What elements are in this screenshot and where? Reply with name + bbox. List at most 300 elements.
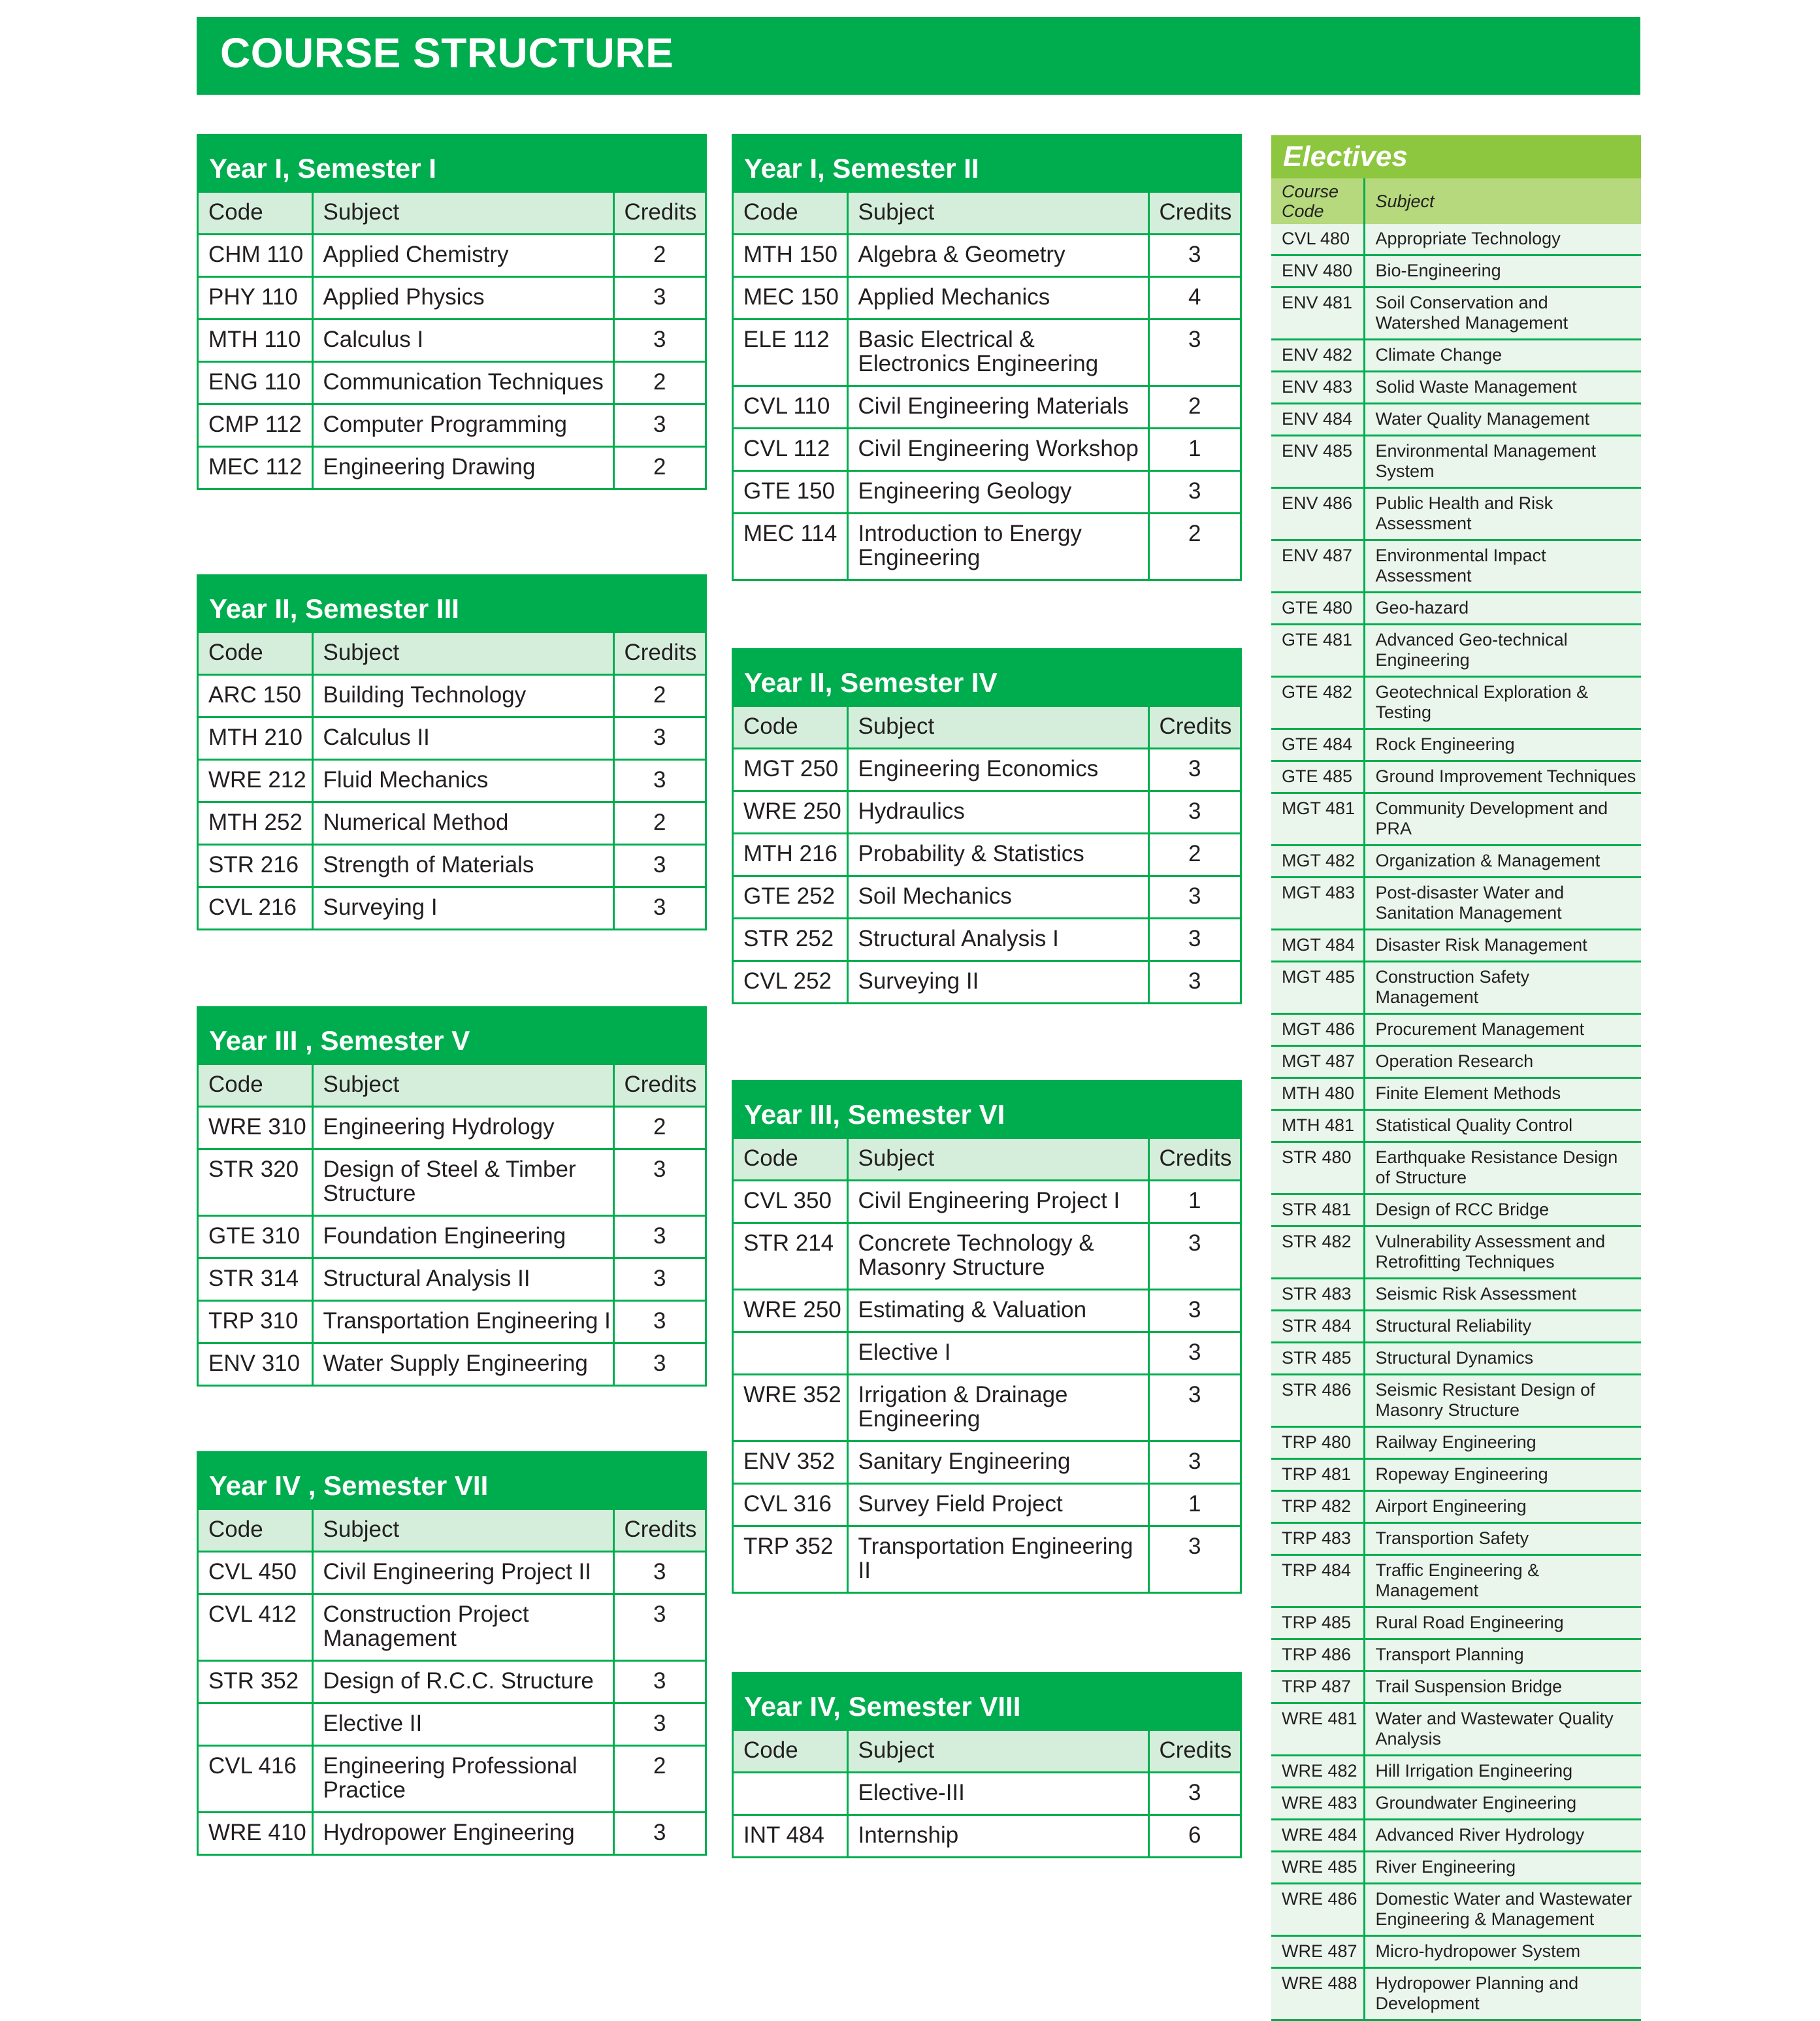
header-subject: Subject [847,706,1148,749]
elective-subject: Post-disaster Water and Sanitation Management [1364,878,1641,930]
course-code: CVL 252 [734,961,847,1003]
elective-row [1271,677,1641,729]
header-subject: Subject [312,192,613,235]
course-credits: 3 [613,320,705,362]
elective-code: CVL 480 [1271,224,1364,255]
course-credits: 1 [1148,429,1240,471]
semester-title: Year II, Semester III [199,576,705,631]
course-subject: Transportation Engineering I [312,1301,613,1343]
elective-row [1271,878,1641,930]
table-row [199,760,705,802]
elective-subject: Railway Engineering [1364,1427,1641,1459]
course-subject: Applied Mechanics [847,277,1148,320]
course-subject: Numerical Method [312,802,613,845]
elective-row [1271,1671,1641,1703]
elective-code: STR 485 [1271,1343,1364,1375]
elective-subject: Water and Wastewater Quality Analysis [1364,1703,1641,1756]
elective-subject: Ropeway Engineering [1364,1459,1641,1491]
elective-subject: Climate Change [1364,340,1641,372]
elective-code: STR 483 [1271,1279,1364,1311]
elective-code: STR 482 [1271,1226,1364,1279]
course-subject: Engineering Drawing [312,447,613,489]
elective-row [1271,436,1641,488]
course-code: MTH 252 [199,802,312,845]
course-code: MEC 150 [734,277,847,320]
table-row [199,1216,705,1258]
semester-title: Year III, Semester VI [734,1082,1240,1137]
course-credits: 3 [613,1301,705,1343]
elective-code: MTH 481 [1271,1110,1364,1142]
course-subject: Foundation Engineering [312,1216,613,1258]
elective-code: STR 486 [1271,1375,1364,1427]
header-row [199,1509,705,1552]
elective-subject: Soil Conservation and Watershed Management [1364,288,1641,340]
table-row [199,362,705,404]
course-credits: 2 [1148,834,1240,876]
elective-subject: Seismic Resistant Design of Masonry Structure [1364,1375,1641,1427]
elective-subject: Construction Safety Management [1364,962,1641,1014]
elective-code: ENV 483 [1271,372,1364,404]
header-row [199,1064,705,1107]
course-credits: 3 [1148,1332,1240,1375]
elective-code: WRE 484 [1271,1820,1364,1852]
course-credits: 3 [1148,1290,1240,1332]
elective-subject: Hill Irrigation Engineering [1364,1756,1641,1788]
elective-row [1271,1110,1641,1142]
elective-row [1271,962,1641,1014]
elective-subject: Rural Road Engineering [1364,1607,1641,1639]
semester-table [197,1006,707,1387]
course-credits: 3 [1148,876,1240,919]
course-code: STR 252 [734,919,847,961]
course-credits: 2 [613,447,705,489]
electives-header-subject: Subject [1364,178,1641,224]
semester-title: Year I, Semester II [734,136,1240,191]
table-row [734,471,1240,514]
elective-row [1271,1884,1641,1936]
course-code: STR 320 [199,1149,312,1216]
table-row [734,1441,1240,1484]
elective-row [1271,1375,1641,1427]
page-title: COURSE STRUCTURE [220,29,674,76]
course-subject: Construction Project Management [312,1594,613,1661]
elective-row [1271,846,1641,878]
elective-subject: Structural Dynamics [1364,1343,1641,1375]
header-code: Code [199,192,312,235]
table-row [734,961,1240,1003]
course-subject: Calculus II [312,717,613,760]
course-credits: 3 [1148,1375,1240,1441]
header-credits: Credits [1148,1138,1240,1181]
elective-subject: Water Quality Management [1364,404,1641,436]
electives-header-code: Course Code [1271,178,1364,224]
table-row [734,749,1240,791]
header-code: Code [734,1730,847,1773]
header-code: Code [734,1138,847,1181]
elective-row [1271,793,1641,846]
course-credits: 2 [613,675,705,717]
course-credits: 2 [613,235,705,277]
table-row [734,1223,1240,1290]
elective-row [1271,1820,1641,1852]
semester-table [732,134,1242,581]
course-code: STR 214 [734,1223,847,1290]
elective-row [1271,1756,1641,1788]
course-subject: Sanitary Engineering [847,1441,1148,1484]
elective-code: TRP 484 [1271,1555,1364,1607]
elective-code: MGT 487 [1271,1046,1364,1078]
header-subject: Subject [847,1730,1148,1773]
course-credits: 3 [613,1343,705,1385]
table-row [734,1773,1240,1815]
elective-code: TRP 486 [1271,1639,1364,1671]
course-credits: 3 [1148,791,1240,834]
course-credits: 3 [613,887,705,929]
course-credits: 3 [1148,1773,1240,1815]
elective-row [1271,288,1641,340]
course-credits: 3 [613,1594,705,1661]
elective-subject: Geo-hazard [1364,593,1641,625]
elective-subject: Bio-Engineering [1364,255,1641,288]
elective-subject: Hydropower Planning and Development [1364,1968,1641,2020]
course-code: MGT 250 [734,749,847,791]
course-code: MEC 114 [734,514,847,580]
table-row [199,1149,705,1216]
course-credits: 3 [613,1552,705,1594]
elective-subject: Environmental Impact Assessment [1364,540,1641,593]
table-row [734,791,1240,834]
elective-subject: Ground Improvement Techniques [1364,761,1641,793]
elective-code: GTE 484 [1271,729,1364,761]
elective-subject: Micro-hydropower System [1364,1936,1641,1968]
course-subject: Concrete Technology & Masonry Structure [847,1223,1148,1290]
elective-row [1271,1311,1641,1343]
course-credits: 2 [613,802,705,845]
table-row [199,1258,705,1301]
header-subject: Subject [312,1064,613,1107]
course-credits: 3 [1148,749,1240,791]
elective-code: WRE 483 [1271,1788,1364,1820]
header-subject: Subject [312,633,613,675]
electives-title: Electives [1271,135,1641,178]
course-subject: Design of R.C.C. Structure [312,1661,613,1703]
course-credits: 1 [1148,1484,1240,1526]
semester-table [732,1080,1242,1594]
course-subject: Basic Electrical & Electronics Engineering [847,320,1148,386]
elective-row [1271,1142,1641,1194]
course-credits: 3 [613,1703,705,1746]
elective-subject: Disaster Risk Management [1364,930,1641,962]
elective-row [1271,1703,1641,1756]
course-subject: Engineering Professional Practice [312,1746,613,1813]
table-row [734,1526,1240,1592]
elective-subject: Vulnerability Assessment and Retrofitting Techniques [1364,1226,1641,1279]
table-row [199,235,705,277]
course-credits: 3 [1148,235,1240,277]
course-subject: Hydropower Engineering [312,1813,613,1854]
course-credits: 3 [613,760,705,802]
table-row [734,277,1240,320]
elective-subject: Organization & Management [1364,846,1641,878]
table-row [199,845,705,887]
course-code: CVL 110 [734,386,847,429]
course-subject: Elective-III [847,1773,1148,1815]
course-subject: Soil Mechanics [847,876,1148,919]
elective-row [1271,1555,1641,1607]
course-credits: 6 [1148,1815,1240,1857]
course-credits: 3 [613,1661,705,1703]
elective-code: ENV 482 [1271,340,1364,372]
course-subject: Internship [847,1815,1148,1857]
header-credits: Credits [613,192,705,235]
course-credits: 3 [1148,919,1240,961]
course-code [734,1773,847,1815]
table-row [199,447,705,489]
elective-subject: River Engineering [1364,1852,1641,1884]
elective-code: WRE 486 [1271,1884,1364,1936]
elective-subject: Traffic Engineering & Management [1364,1555,1641,1607]
elective-code: GTE 485 [1271,761,1364,793]
table-row [734,834,1240,876]
elective-code: MGT 485 [1271,962,1364,1014]
table-row [199,1813,705,1854]
course-subject: Strength of Materials [312,845,613,887]
elective-code: MGT 483 [1271,878,1364,930]
elective-row [1271,1279,1641,1311]
elective-row [1271,404,1641,436]
course-subject: Elective II [312,1703,613,1746]
course-subject: Calculus I [312,320,613,362]
elective-code: MGT 481 [1271,793,1364,846]
header-credits: Credits [1148,706,1240,749]
elective-subject: Airport Engineering [1364,1491,1641,1523]
elective-subject: Solid Waste Management [1364,372,1641,404]
elective-row [1271,930,1641,962]
table-row [734,429,1240,471]
course-code: GTE 310 [199,1216,312,1258]
course-code: CVL 412 [199,1594,312,1661]
elective-row [1271,1343,1641,1375]
course-subject: Civil Engineering Workshop [847,429,1148,471]
semester-title: Year II, Semester IV [734,650,1240,705]
elective-code: STR 480 [1271,1142,1364,1194]
elective-row [1271,1194,1641,1226]
elective-code: MGT 484 [1271,930,1364,962]
course-subject: Fluid Mechanics [312,760,613,802]
elective-subject: Domestic Water and Wastewater Engineering & Management [1364,1884,1641,1936]
course-credits: 3 [1148,1441,1240,1484]
elective-subject: Groundwater Engineering [1364,1788,1641,1820]
header-credits: Credits [1148,1730,1240,1773]
course-subject: Engineering Economics [847,749,1148,791]
course-code: CVL 216 [199,887,312,929]
course-code: STR 352 [199,1661,312,1703]
table-row [199,887,705,929]
semester-table [732,1672,1242,1858]
header-credits: Credits [613,1509,705,1552]
header-credits: Credits [1148,192,1240,235]
course-code [734,1332,847,1375]
elective-code: GTE 480 [1271,593,1364,625]
table-row [734,514,1240,580]
header-subject: Subject [847,1138,1148,1181]
course-code: ENV 310 [199,1343,312,1385]
elective-code: WRE 485 [1271,1852,1364,1884]
course-credits: 3 [613,404,705,447]
course-credits: 3 [613,1149,705,1216]
semester-title: Year I, Semester I [199,136,705,191]
header-row [734,1730,1240,1773]
course-code [199,1703,312,1746]
course-subject: Survey Field Project [847,1484,1148,1526]
course-subject: Communication Techniques [312,362,613,404]
course-credits: 3 [1148,320,1240,386]
elective-code: MTH 480 [1271,1078,1364,1110]
header-row [734,1138,1240,1181]
course-subject: Probability & Statistics [847,834,1148,876]
semester-table [732,648,1242,1004]
header-subject: Subject [312,1509,613,1552]
table-row [199,802,705,845]
course-code: TRP 352 [734,1526,847,1592]
course-code: CVL 316 [734,1484,847,1526]
course-credits: 2 [613,362,705,404]
course-code: CHM 110 [199,235,312,277]
table-row [199,675,705,717]
semester-table [197,134,707,490]
elective-row [1271,540,1641,593]
course-code: WRE 310 [199,1107,312,1149]
elective-code: TRP 480 [1271,1427,1364,1459]
elective-code: TRP 487 [1271,1671,1364,1703]
elective-row [1271,1968,1641,2020]
header-row [199,192,705,235]
course-code: WRE 250 [734,791,847,834]
elective-row [1271,1078,1641,1110]
course-credits: 1 [1148,1181,1240,1223]
elective-row [1271,1427,1641,1459]
elective-code: GTE 481 [1271,625,1364,677]
course-code: GTE 252 [734,876,847,919]
elective-row [1271,1607,1641,1639]
electives-header-row [1271,178,1641,224]
course-credits: 4 [1148,277,1240,320]
table-row [734,1375,1240,1441]
elective-row [1271,625,1641,677]
elective-subject: Structural Reliability [1364,1311,1641,1343]
table-row [734,320,1240,386]
elective-code: TRP 485 [1271,1607,1364,1639]
table-row [734,1290,1240,1332]
table-row [199,277,705,320]
elective-subject: Procurement Management [1364,1014,1641,1046]
elective-row [1271,1936,1641,1968]
header-code: Code [199,1509,312,1552]
elective-code: WRE 482 [1271,1756,1364,1788]
course-code: GTE 150 [734,471,847,514]
elective-code: WRE 488 [1271,1968,1364,2020]
semester-title: Year III , Semester V [199,1008,705,1063]
header-credits: Credits [613,1064,705,1107]
elective-code: ENV 484 [1271,404,1364,436]
course-credits: 2 [613,1746,705,1813]
course-credits: 3 [613,1813,705,1854]
elective-row [1271,761,1641,793]
course-code: WRE 212 [199,760,312,802]
course-subject: Applied Physics [312,277,613,320]
course-code: CVL 112 [734,429,847,471]
elective-subject: Trail Suspension Bridge [1364,1671,1641,1703]
course-code: PHY 110 [199,277,312,320]
course-credits: 2 [1148,514,1240,580]
elective-code: GTE 482 [1271,677,1364,729]
course-subject: Civil Engineering Project I [847,1181,1148,1223]
table-row [199,404,705,447]
elective-row [1271,1491,1641,1523]
elective-subject: Transportion Safety [1364,1523,1641,1555]
elective-row [1271,1852,1641,1884]
elective-subject: Finite Element Methods [1364,1078,1641,1110]
course-subject: Building Technology [312,675,613,717]
course-credits: 3 [613,845,705,887]
course-subject: Structural Analysis I [847,919,1148,961]
elective-subject: Public Health and Risk Assessment [1364,488,1641,540]
course-subject: Applied Chemistry [312,235,613,277]
table-row [199,1552,705,1594]
elective-code: ENV 480 [1271,255,1364,288]
title-banner [197,17,1640,95]
course-subject: Computer Programming [312,404,613,447]
course-credits: 3 [1148,1223,1240,1290]
course-subject: Elective I [847,1332,1148,1375]
elective-code: STR 484 [1271,1311,1364,1343]
elective-row [1271,488,1641,540]
table-row [199,1594,705,1661]
course-code: MTH 216 [734,834,847,876]
elective-code: TRP 481 [1271,1459,1364,1491]
course-code: TRP 310 [199,1301,312,1343]
elective-code: ENV 485 [1271,436,1364,488]
elective-row [1271,224,1641,255]
semester-table [197,1451,707,1856]
elective-subject: Design of RCC Bridge [1364,1194,1641,1226]
table-row [734,919,1240,961]
elective-subject: Advanced River Hydrology [1364,1820,1641,1852]
course-code: ELE 112 [734,320,847,386]
header-credits: Credits [613,633,705,675]
header-row [199,633,705,675]
semester-table [197,574,707,930]
course-code: INT 484 [734,1815,847,1857]
course-code: MTH 150 [734,235,847,277]
elective-subject: Appropriate Technology [1364,224,1641,255]
elective-subject: Operation Research [1364,1046,1641,1078]
elective-row [1271,1523,1641,1555]
elective-row [1271,1226,1641,1279]
elective-row [1271,1459,1641,1491]
elective-subject: Community Development and PRA [1364,793,1641,846]
course-credits: 3 [613,717,705,760]
course-credits: 3 [613,1216,705,1258]
table-row [199,1661,705,1703]
course-code: WRE 250 [734,1290,847,1332]
semester-title: Year IV, Semester VIII [734,1674,1240,1729]
elective-subject: Environmental Management System [1364,436,1641,488]
elective-row [1271,255,1641,288]
elective-code: MGT 486 [1271,1014,1364,1046]
table-row [199,717,705,760]
elective-subject: Advanced Geo-technical Engineering [1364,625,1641,677]
